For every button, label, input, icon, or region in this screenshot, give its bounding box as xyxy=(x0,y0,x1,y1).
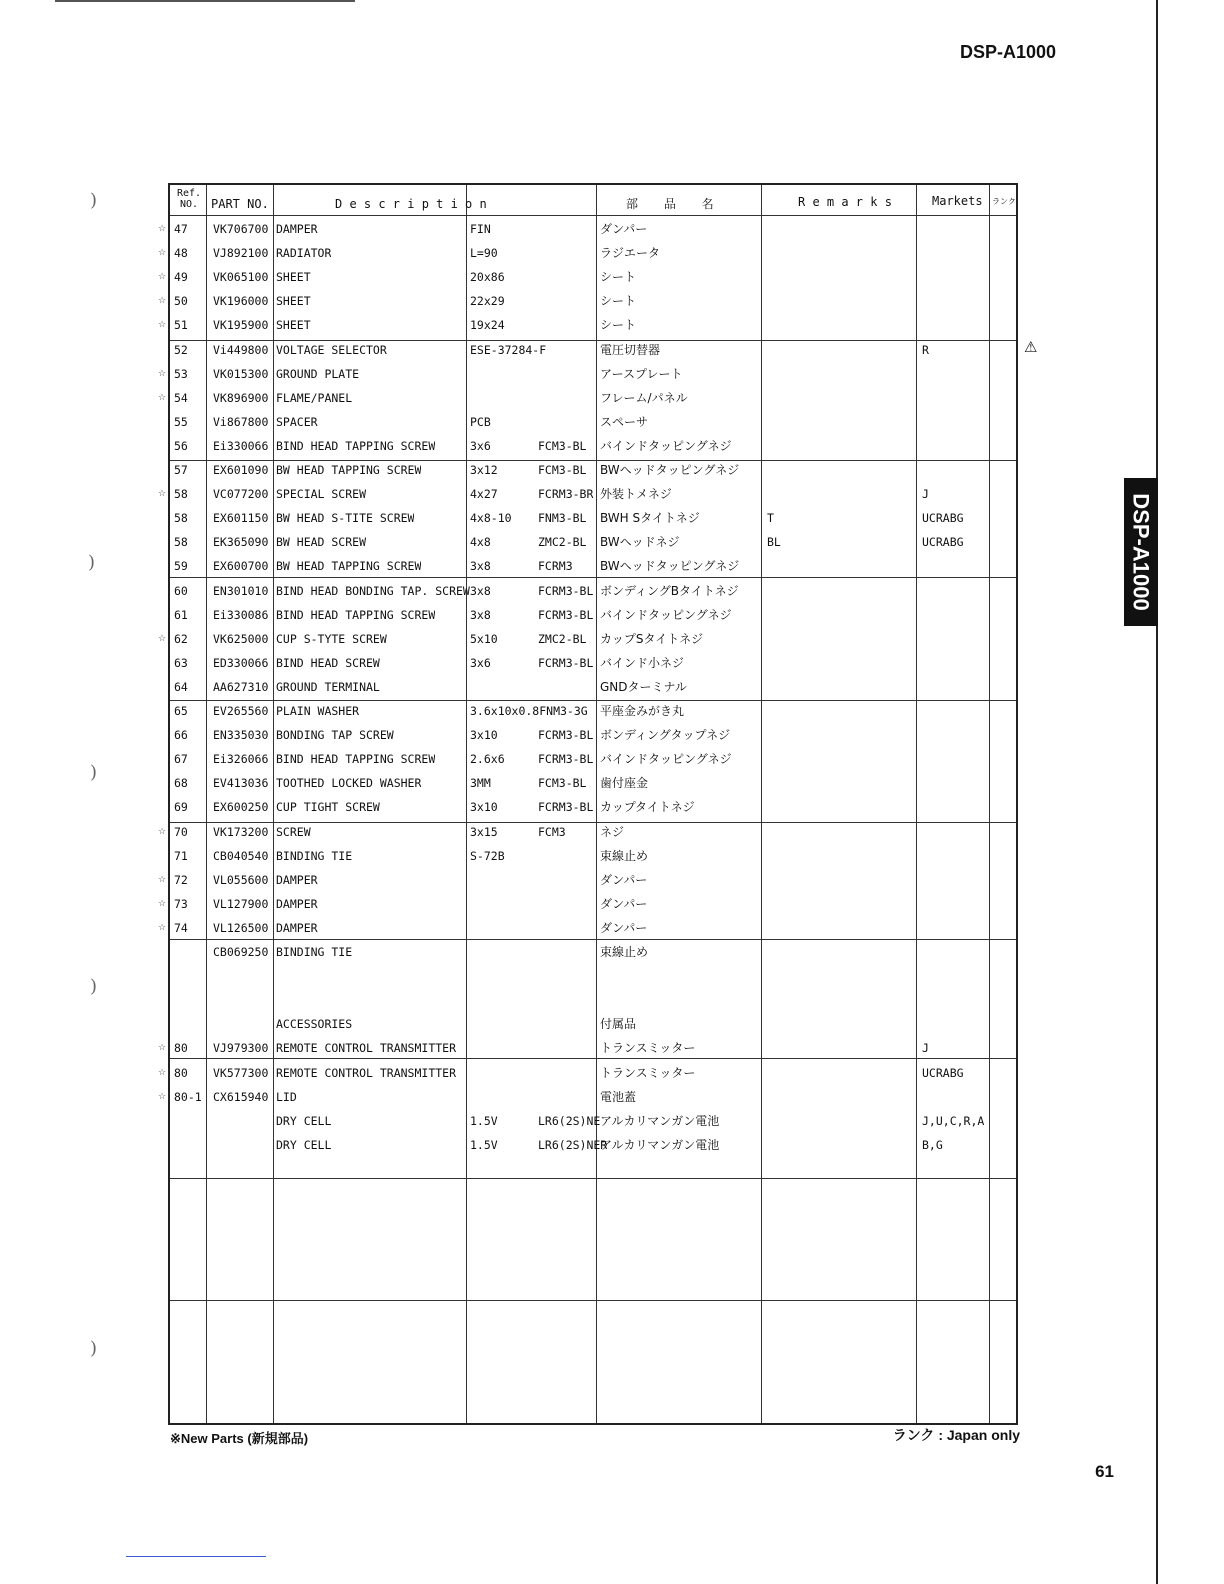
japanese-name: シート xyxy=(600,294,637,309)
japanese-name: ラジエータ xyxy=(600,246,661,261)
ref-number: 69 xyxy=(174,800,188,815)
part-spec: 1.5V xyxy=(470,1137,498,1152)
part-spec: 4x8-10 xyxy=(470,511,512,526)
ref-number: 56 xyxy=(174,438,188,453)
part-description: CUP S-TYTE SCREW xyxy=(276,631,387,646)
new-part-mark xyxy=(158,1133,168,1157)
new-part-mark: ☆ xyxy=(158,392,167,403)
markets: J xyxy=(922,487,929,502)
part-spec: 3x12 xyxy=(470,463,498,477)
japanese-name: アルカリマンガン電池 xyxy=(600,1137,720,1152)
japanese-name: ボンディングタップネジ xyxy=(600,728,731,743)
part-finish-code: FCM3-BL xyxy=(538,776,587,791)
markets: UCRABG xyxy=(922,1065,964,1080)
part-spec: 3x6 xyxy=(470,438,491,453)
part-number: VL127900 xyxy=(213,896,269,911)
part-description: SHEET xyxy=(276,294,311,309)
markets: J xyxy=(922,1041,929,1056)
ref-number: 80-1 xyxy=(174,1089,202,1104)
part-number: VK195900 xyxy=(213,318,269,333)
part-description: SPACER xyxy=(276,414,318,429)
part-number: EN301010 xyxy=(213,583,269,598)
markets: UCRABG xyxy=(922,511,964,526)
part-finish-code: FCRM3-BL xyxy=(538,607,594,622)
ref-number: 50 xyxy=(174,294,188,309)
ref-number: 64 xyxy=(174,679,188,694)
rank-footnote: ランク : Japan only xyxy=(892,1427,1020,1443)
new-part-mark xyxy=(158,554,168,578)
binding-hole-mark-icon: ) xyxy=(90,190,98,211)
japanese-name: ダンパー xyxy=(600,920,648,935)
japanese-name: フレーム/パネル xyxy=(600,390,688,405)
new-part-mark: ☆ xyxy=(158,898,167,909)
part-description: GROUND PLATE xyxy=(276,366,360,381)
japanese-name: ボンディングBタイトネジ xyxy=(600,583,739,598)
part-spec: ESE-37284-F xyxy=(470,342,547,357)
part-number: Ei330086 xyxy=(213,607,269,622)
ref-number: 59 xyxy=(174,559,188,574)
part-spec: 3x8 xyxy=(470,607,491,622)
header-markets: Markets xyxy=(932,194,983,208)
ref-number: 53 xyxy=(174,366,188,381)
new-part-mark xyxy=(158,771,168,795)
japanese-name: 束線止め xyxy=(600,848,649,863)
new-part-mark: ☆ xyxy=(158,248,167,259)
part-number: EN335030 xyxy=(213,728,269,743)
part-description: REMOTE CONTROL TRANSMITTER xyxy=(276,1041,457,1056)
new-part-mark: ☆ xyxy=(158,1067,167,1078)
part-description: LID xyxy=(276,1089,297,1104)
new-part-mark xyxy=(158,1109,168,1133)
ref-number: 58 xyxy=(174,487,188,502)
part-description: ACCESSORIES xyxy=(276,1017,353,1032)
ref-number: 70 xyxy=(174,824,188,839)
ref-number: 80 xyxy=(174,1041,188,1056)
part-number: AA627310 xyxy=(213,679,269,694)
japanese-name: 電圧切替器 xyxy=(600,342,661,357)
japanese-name: カップSタイトネジ xyxy=(600,631,704,646)
markets: B,G xyxy=(922,1137,943,1152)
ref-number: 63 xyxy=(174,655,188,670)
ref-number: 73 xyxy=(174,896,188,911)
part-number: VJ892100 xyxy=(213,246,269,261)
japanese-name: バインドタッピングネジ xyxy=(600,438,732,453)
side-tab-label: DSP-A1000 xyxy=(1129,493,1155,611)
part-finish-code: FCRM3-BR xyxy=(538,487,594,502)
part-number: Vi449800 xyxy=(213,342,269,357)
ref-number: 58 xyxy=(174,511,188,526)
japanese-name: 平座金みがき丸 xyxy=(600,704,685,718)
part-description: BIND HEAD TAPPING SCREW xyxy=(276,438,436,453)
markets: UCRABG xyxy=(922,535,964,550)
part-number: EX600700 xyxy=(213,559,269,574)
part-description: FLAME/PANEL xyxy=(276,390,353,405)
new-part-mark xyxy=(158,795,168,819)
part-number: VK896900 xyxy=(213,390,269,405)
part-number: VL126500 xyxy=(213,920,269,935)
model-title: DSP-A1000 xyxy=(960,42,1057,62)
part-description: TOOTHED LOCKED WASHER xyxy=(276,776,422,791)
part-spec: 4x8 xyxy=(470,535,491,550)
part-finish-code: FNM3-BL xyxy=(538,511,587,526)
ref-number: 48 xyxy=(174,246,188,261)
part-description: BIND HEAD SCREW xyxy=(276,655,380,670)
new-part-mark xyxy=(158,506,168,530)
part-finish-code: LR6(2S)NE xyxy=(538,1113,601,1128)
part-finish-code: FCRM3-BL xyxy=(538,728,594,743)
ref-number: 54 xyxy=(174,390,188,405)
japanese-name: アルカリマンガン電池 xyxy=(600,1113,720,1128)
remarks: T xyxy=(767,511,774,526)
part-number: EV413036 xyxy=(213,776,269,791)
part-spec: 3x10 xyxy=(470,728,498,743)
header-rank: ランク xyxy=(992,197,1016,206)
part-finish-code: LR6(2S)NER xyxy=(538,1137,608,1152)
new-part-mark xyxy=(158,338,168,362)
part-number: EV265560 xyxy=(213,704,269,718)
part-finish-code: FCM3 xyxy=(538,824,566,839)
part-description: BINDING TIE xyxy=(276,848,353,863)
ref-number: 51 xyxy=(174,318,188,333)
part-description: DAMPER xyxy=(276,920,318,935)
new-part-mark xyxy=(158,844,168,868)
part-finish-code: ZMC2-BL xyxy=(538,535,587,550)
japanese-name: スペーサ xyxy=(600,414,649,429)
part-spec: S-72B xyxy=(470,848,505,863)
new-part-mark xyxy=(158,434,168,458)
ref-number: 52 xyxy=(174,342,188,357)
ref-number: 49 xyxy=(174,270,188,285)
top-rule xyxy=(55,0,355,2)
part-spec: 3.6x10x0.8FNM3-3G xyxy=(470,704,588,718)
part-number: VC077200 xyxy=(213,487,269,502)
part-spec: 3x15 xyxy=(470,824,498,839)
part-spec: L=90 xyxy=(470,246,498,261)
ref-number: 66 xyxy=(174,728,188,743)
part-finish-code: FCRM3-BL xyxy=(538,752,594,767)
part-description: BW HEAD TAPPING SCREW xyxy=(276,559,422,574)
part-description: VOLTAGE SELECTOR xyxy=(276,342,387,357)
part-description: DAMPER xyxy=(276,896,318,911)
part-spec: 2.6x6 xyxy=(470,752,505,767)
japanese-name: ダンパー xyxy=(600,222,648,236)
ref-number: 58 xyxy=(174,535,188,550)
japanese-name: バインドタッピングネジ xyxy=(600,607,732,622)
part-number: VJ979300 xyxy=(213,1041,269,1056)
japanese-name: 付属品 xyxy=(600,1017,637,1032)
ref-number: 47 xyxy=(174,222,188,236)
japanese-name: シート xyxy=(600,270,637,285)
part-spec: FIN xyxy=(470,222,491,236)
part-number: Vi867800 xyxy=(213,414,269,429)
part-number: CX615940 xyxy=(213,1089,269,1104)
japanese-name: 外装トメネジ xyxy=(600,487,672,502)
new-part-mark xyxy=(158,988,168,1012)
part-spec: 3MM xyxy=(470,776,491,791)
header-japanese-name: 部 品 名 xyxy=(626,197,714,211)
new-part-mark xyxy=(158,530,168,554)
part-number: VK065100 xyxy=(213,270,269,285)
new-part-mark xyxy=(158,699,168,723)
part-description: DRY CELL xyxy=(276,1113,332,1128)
new-part-mark xyxy=(158,747,168,771)
part-description: PLAIN WASHER xyxy=(276,704,360,718)
part-number: EX600250 xyxy=(213,800,269,815)
japanese-name: BWH Sタイトネジ xyxy=(600,511,700,526)
ref-number: 71 xyxy=(174,848,188,863)
part-description: SCREW xyxy=(276,824,311,839)
japanese-name: バインド小ネジ xyxy=(600,655,685,670)
part-number: Ei326066 xyxy=(213,752,269,767)
new-part-mark xyxy=(158,964,168,988)
ref-number: 65 xyxy=(174,704,188,718)
part-description: BIND HEAD TAPPING SCREW xyxy=(276,752,436,767)
new-part-mark: ☆ xyxy=(158,874,167,885)
part-number: VK173200 xyxy=(213,824,269,839)
part-description: DAMPER xyxy=(276,222,318,236)
part-description: BINDING TIE xyxy=(276,945,353,959)
new-part-mark: ☆ xyxy=(158,296,167,307)
japanese-name: ダンパー xyxy=(600,896,648,911)
new-part-mark xyxy=(158,675,168,699)
part-spec: PCB xyxy=(470,414,491,429)
new-part-mark: ☆ xyxy=(158,922,167,933)
binding-hole-mark-icon: ) xyxy=(90,976,98,997)
ref-number: 68 xyxy=(174,776,188,791)
part-number: VK625000 xyxy=(213,631,269,646)
part-description: DAMPER xyxy=(276,872,318,887)
ref-number: 80 xyxy=(174,1065,188,1080)
japanese-name: ダンパー xyxy=(600,872,648,887)
new-part-mark: ☆ xyxy=(158,368,167,379)
part-spec: 3x8 xyxy=(470,559,491,574)
new-parts-footnote: ※New Parts (新規部品) xyxy=(170,1431,309,1446)
part-description: SPECIAL SCREW xyxy=(276,487,367,502)
ref-number: 62 xyxy=(174,631,188,646)
part-spec: 3x8 xyxy=(470,583,491,598)
warning-triangle-icon: ⚠ xyxy=(1024,338,1038,356)
part-description: BW HEAD S-TITE SCREW xyxy=(276,511,415,526)
japanese-name: トランスミッター xyxy=(600,1065,696,1080)
part-number: ED330066 xyxy=(213,655,269,670)
header-description: D e s c r i p t i o n xyxy=(335,197,487,211)
ref-number: 67 xyxy=(174,752,188,767)
part-description: CUP TIGHT SCREW xyxy=(276,800,380,815)
part-number: CB069250 xyxy=(213,945,269,959)
part-number: VK015300 xyxy=(213,366,269,381)
part-spec: 3x10 xyxy=(470,800,498,815)
part-number: EX601150 xyxy=(213,511,269,526)
part-finish-code: FCM3-BL xyxy=(538,463,587,477)
part-number: EX601090 xyxy=(213,463,269,477)
binding-hole-mark-icon: ) xyxy=(90,1338,98,1359)
new-part-mark xyxy=(158,651,168,675)
japanese-name: 歯付座金 xyxy=(600,776,649,791)
part-finish-code: FCRM3 xyxy=(538,559,573,574)
part-description: RADIATOR xyxy=(276,246,332,261)
part-spec: 19x24 xyxy=(470,318,505,333)
new-part-mark: ☆ xyxy=(158,826,167,837)
part-description: SHEET xyxy=(276,270,311,285)
japanese-name: BWヘッドタッピングネジ xyxy=(600,559,740,574)
new-part-mark xyxy=(158,723,168,747)
part-number: VK577300 xyxy=(213,1065,269,1080)
part-description: GROUND TERMINAL xyxy=(276,679,380,694)
header-ref-no: Ref. NO. xyxy=(176,188,202,210)
part-number: VL055600 xyxy=(213,872,269,887)
new-part-mark: ☆ xyxy=(158,633,167,644)
japanese-name: BWヘッドネジ xyxy=(600,535,680,550)
part-description: BONDING TAP SCREW xyxy=(276,728,394,743)
part-spec: 20x86 xyxy=(470,270,505,285)
part-finish-code: FCRM3-BL xyxy=(538,655,594,670)
part-description: BIND HEAD BONDING TAP. SCREW xyxy=(276,583,470,598)
remarks: BL xyxy=(767,535,781,550)
new-part-mark xyxy=(158,1012,168,1036)
header-remarks: R e m a r k s xyxy=(798,195,892,209)
header-part-no: PART NO. xyxy=(211,197,269,211)
part-number: VK196000 xyxy=(213,294,269,309)
part-description: DRY CELL xyxy=(276,1137,332,1152)
japanese-name: ネジ xyxy=(600,824,625,839)
ref-number: 60 xyxy=(174,583,188,598)
part-spec: 5x10 xyxy=(470,631,498,646)
bottom-link-rule xyxy=(126,1556,266,1557)
binding-hole-mark-icon: ) xyxy=(88,552,96,573)
part-number: VK706700 xyxy=(213,222,269,236)
japanese-name: トランスミッター xyxy=(600,1041,696,1056)
part-finish-code: FCRM3-BL xyxy=(538,800,594,815)
part-finish-code: FCM3-BL xyxy=(538,438,587,453)
ref-number: 57 xyxy=(174,463,188,477)
part-spec: 3x6 xyxy=(470,655,491,670)
part-description: REMOTE CONTROL TRANSMITTER xyxy=(276,1065,457,1080)
japanese-name: バインドタッピングネジ xyxy=(600,752,732,767)
ref-number: 61 xyxy=(174,607,188,622)
part-description: BW HEAD SCREW xyxy=(276,535,367,550)
new-part-mark xyxy=(158,579,168,603)
new-part-mark: ☆ xyxy=(158,320,167,331)
ref-number: 72 xyxy=(174,872,188,887)
new-part-mark xyxy=(158,940,168,964)
page-number: 61 xyxy=(1095,1462,1114,1481)
new-part-mark xyxy=(158,603,168,627)
right-binding-rule xyxy=(1156,0,1158,1584)
new-part-mark: ☆ xyxy=(158,224,167,234)
side-tab xyxy=(1124,478,1158,626)
part-spec: 1.5V xyxy=(470,1113,498,1128)
part-finish-code: FCRM3-BL xyxy=(538,583,594,598)
part-spec: 4x27 xyxy=(470,487,498,502)
new-part-mark xyxy=(158,458,168,482)
japanese-name: アースプレート xyxy=(600,366,683,381)
part-description: BIND HEAD TAPPING SCREW xyxy=(276,607,436,622)
japanese-name: BWヘッドタッピングネジ xyxy=(600,463,740,477)
ref-number: 55 xyxy=(174,414,188,429)
part-number: EK365090 xyxy=(213,535,269,550)
part-finish-code: ZMC2-BL xyxy=(538,631,587,646)
new-part-mark: ☆ xyxy=(158,272,167,283)
new-part-mark: ☆ xyxy=(158,1091,167,1102)
japanese-name: カップタイトネジ xyxy=(600,800,695,815)
markets: R xyxy=(922,342,929,357)
binding-hole-mark-icon: ) xyxy=(90,762,98,783)
ref-number: 74 xyxy=(174,920,188,935)
new-part-mark: ☆ xyxy=(158,489,167,500)
part-spec: 22x29 xyxy=(470,294,505,309)
part-description: BW HEAD TAPPING SCREW xyxy=(276,463,422,477)
part-description: SHEET xyxy=(276,318,311,333)
new-part-mark: ☆ xyxy=(158,1043,167,1054)
japanese-name: シート xyxy=(600,318,637,333)
markets: J,U,C,R,A xyxy=(922,1113,985,1128)
japanese-name: 束線止め xyxy=(600,945,649,959)
part-number: CB040540 xyxy=(213,848,269,863)
japanese-name: GNDターミナル xyxy=(600,679,687,694)
japanese-name: 電池蓋 xyxy=(600,1089,637,1104)
new-part-mark xyxy=(158,410,168,434)
part-number: Ei330066 xyxy=(213,438,269,453)
